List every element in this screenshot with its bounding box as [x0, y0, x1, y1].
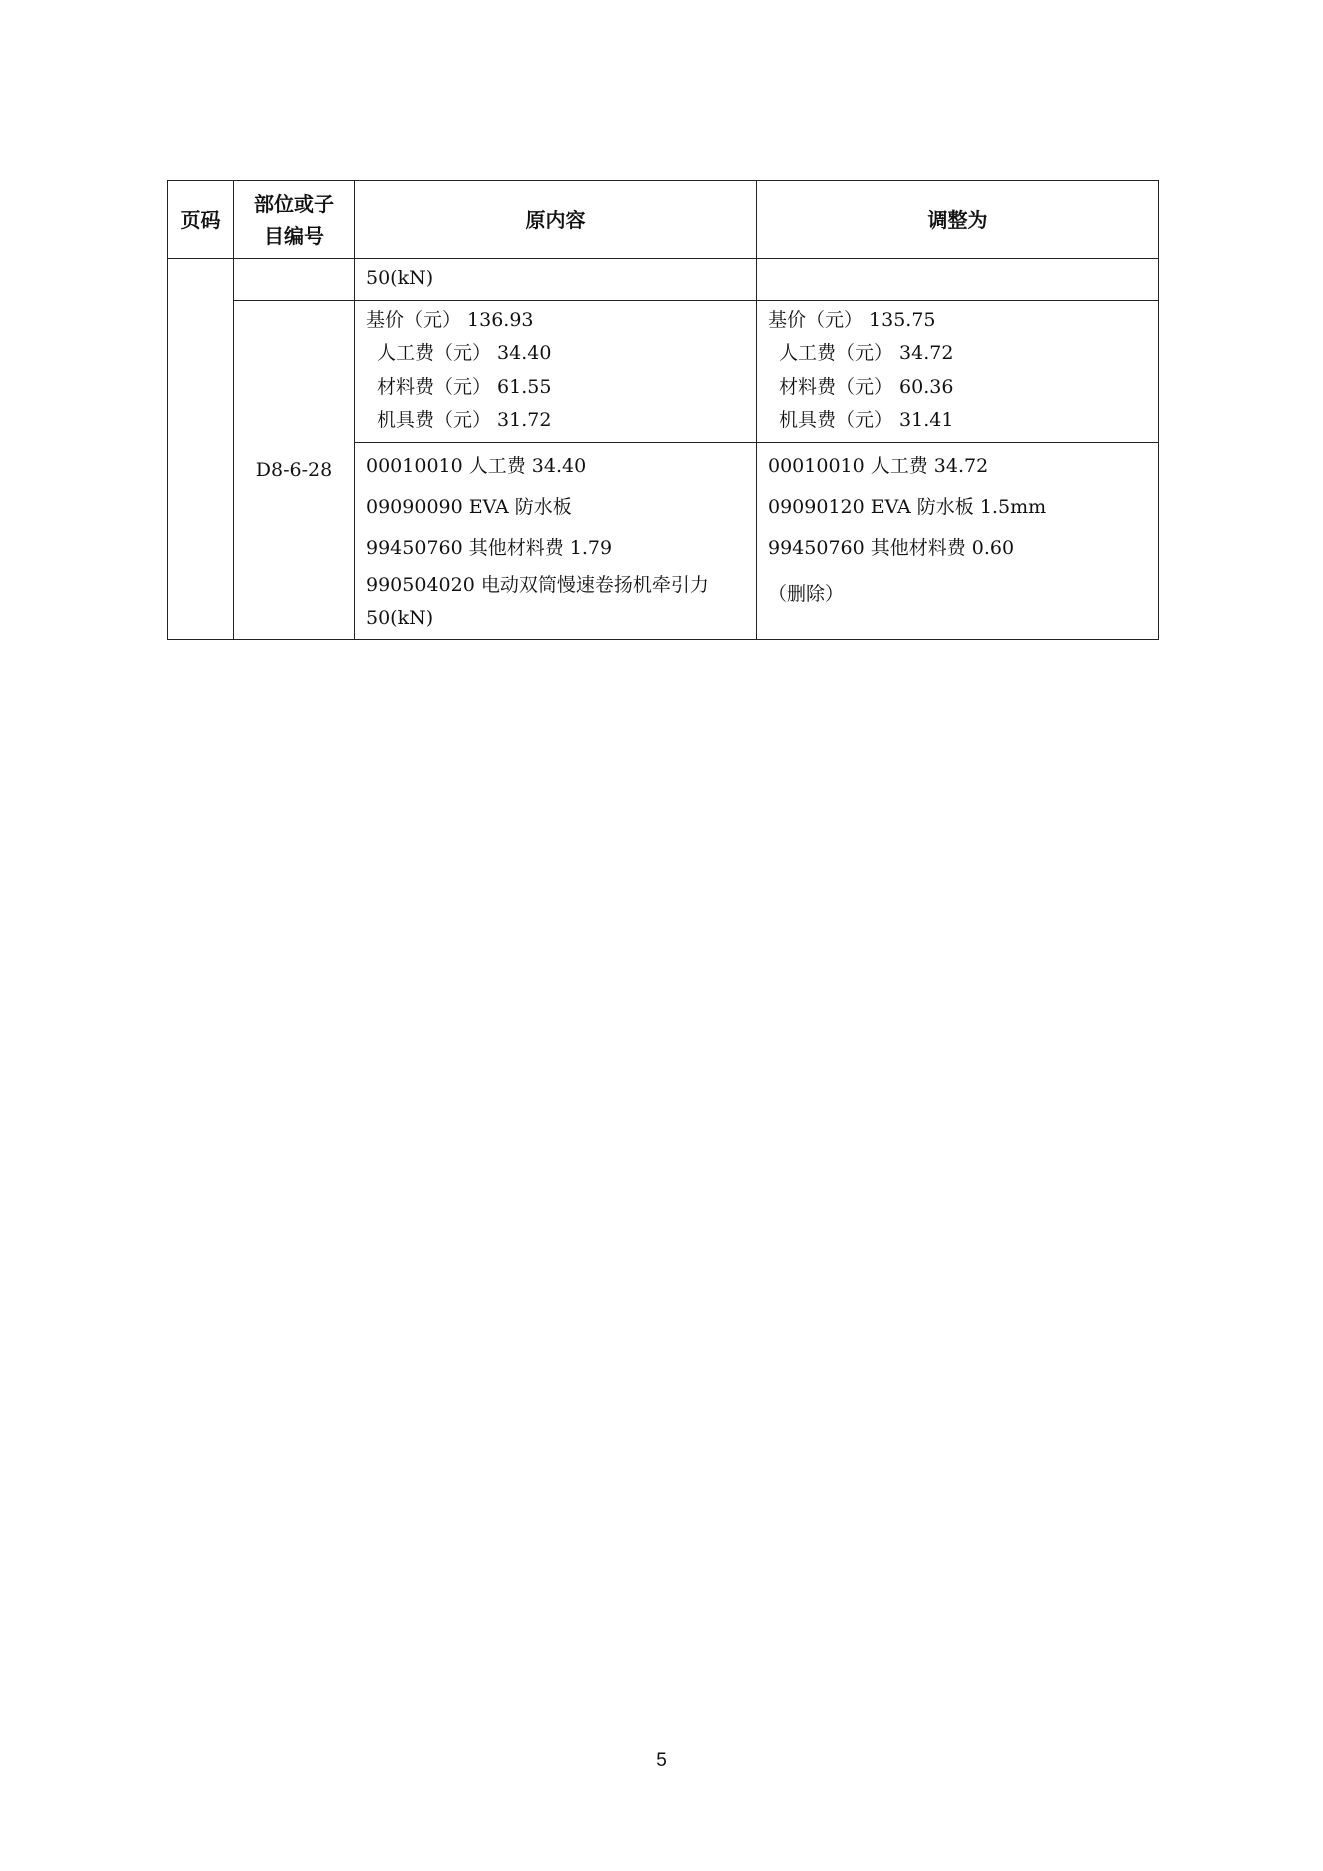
adjusted-labor-cost: 人工费（元） 34.72	[779, 342, 954, 364]
table-row-continuation	[168, 259, 1159, 301]
original-item-eva-board: 09090090 EVA 防水板	[366, 495, 572, 518]
header-adjusted: 调整为	[757, 181, 1159, 259]
header-code	[234, 181, 355, 259]
original-labor-cost: 人工费（元） 34.40	[377, 342, 552, 364]
adjusted-base-price: 基价（元） 135.75	[768, 308, 936, 331]
adjusted-items-cell	[757, 442, 1159, 639]
original-item-labor: 00010010 人工费 34.40	[366, 454, 587, 477]
original-item-winch: 990504020 电动双筒慢速卷扬机牵引力 50(kN)	[366, 573, 709, 629]
table-header-row	[168, 181, 1159, 259]
header-original: 原内容	[355, 181, 757, 259]
original-base-price: 基价（元） 136.93	[366, 308, 534, 331]
header-code-line2: 目编号	[264, 223, 324, 248]
code-cell-continuation	[234, 259, 355, 301]
page-number: 5	[656, 1750, 667, 1771]
header-code-line1: 部位或子	[254, 191, 334, 216]
original-base-cell	[355, 300, 757, 442]
page-cell	[168, 259, 234, 640]
adjusted-item-eva-board: 09090120 EVA 防水板 1.5mm	[768, 495, 1047, 518]
adjusted-item-other-material: 99450760 其他材料费 0.60	[768, 536, 1015, 559]
adjusted-base-cell	[757, 300, 1159, 442]
original-machine-cost: 机具费（元） 31.72	[377, 409, 552, 431]
table-row-base-price	[168, 300, 1159, 442]
original-material-cost: 材料费（元） 61.55	[377, 375, 552, 398]
code-cell	[234, 300, 355, 639]
adjusted-material-cost: 材料费（元） 60.36	[779, 375, 954, 398]
original-item-other-material: 99450760 其他材料费 1.79	[366, 536, 613, 559]
original-continuation-text: 50(kN)	[366, 267, 434, 289]
original-cell-continuation	[355, 259, 757, 301]
adjusted-machine-cost: 机具费（元） 31.41	[779, 409, 954, 431]
adjusted-cell-continuation	[757, 259, 1159, 301]
adjusted-item-deleted: （删除）	[768, 582, 845, 605]
header-page: 页码	[168, 181, 234, 259]
item-code: D8-6-28	[255, 458, 333, 481]
adjusted-item-labor: 00010010 人工费 34.72	[768, 454, 989, 477]
adjustment-table	[167, 180, 1159, 640]
original-items-cell	[355, 442, 757, 639]
